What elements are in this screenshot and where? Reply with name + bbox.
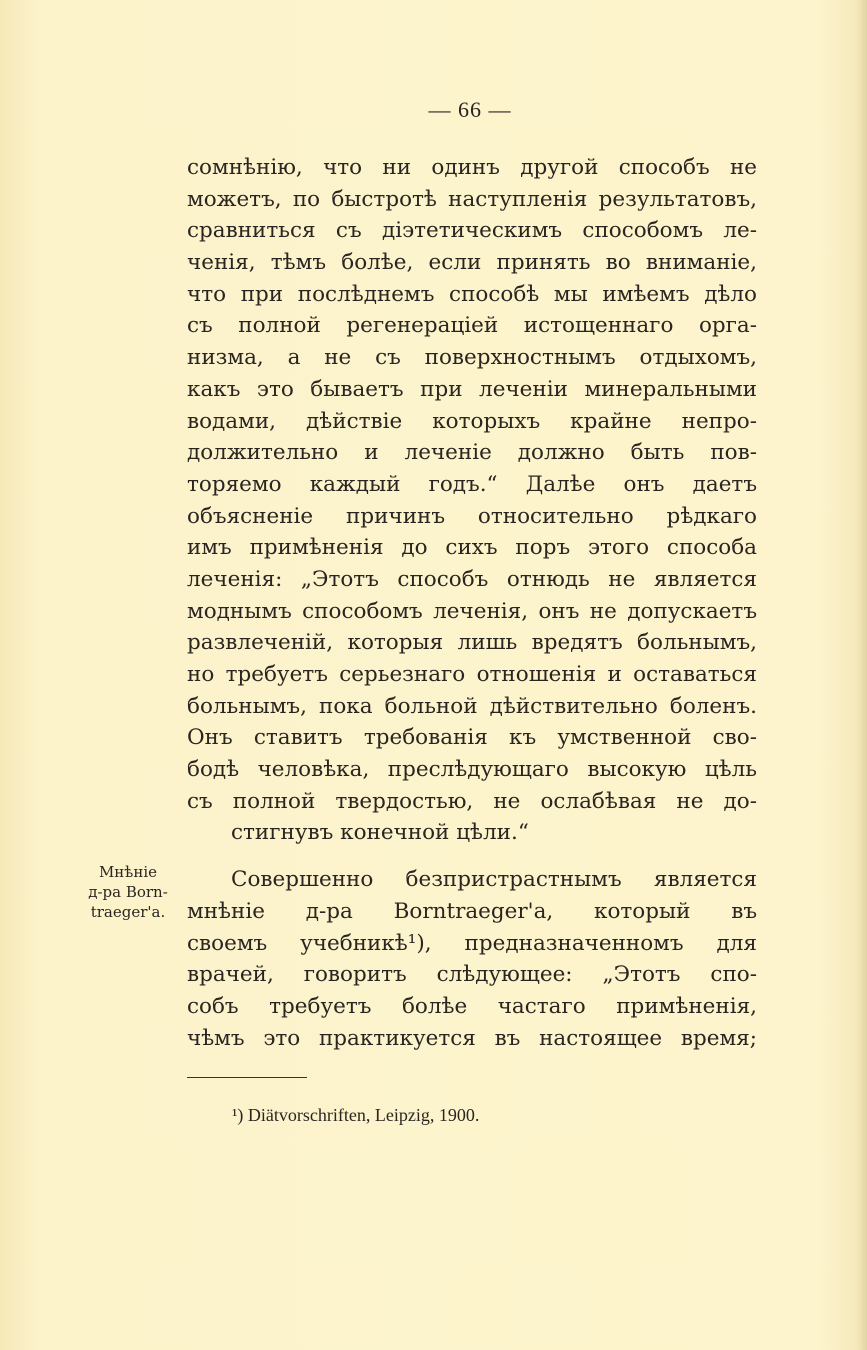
text-line: Онъ ставитъ требованія къ умственной сво- <box>187 725 757 751</box>
text-line: леченія: „Этотъ способъ отнюдь не является <box>187 566 757 592</box>
text-line: низма, а не съ поверхностнымъ отдыхомъ, <box>187 345 757 371</box>
text-line: водами, дѣйствіе которыхъ крайне непро- <box>187 408 757 434</box>
text-line: мнѣніе д-ра Borntraeger'а, который въ <box>187 898 757 924</box>
text-line: собъ требуетъ болѣе частаго примѣненія, <box>187 993 757 1019</box>
text-line: чѣмъ это практикуется въ настоящее время; <box>187 1025 757 1051</box>
paragraph-gap <box>187 849 757 864</box>
page-edge-shadow <box>857 0 867 1350</box>
text-line: сравниться съ діэтетическимъ способомъ ле- <box>187 218 757 244</box>
footnote: ¹) Diätvorschriften, Leipzig, 1900. <box>232 1105 480 1125</box>
text-line: какъ это бываетъ при леченіи минеральными <box>187 376 757 402</box>
text-line: ченія, тѣмъ болѣе, если принять во вниманіе, <box>187 250 757 276</box>
text-line: сомнѣнію, что ни одинъ другой способъ не <box>187 155 757 180</box>
text-line: торяемо каждый годъ.“ Далѣе онъ даетъ <box>187 471 757 497</box>
text-line: съ полной регенераціей истощеннаго орга- <box>187 313 757 339</box>
text-line: объясненіе причинъ относительно рѣдкаго <box>187 503 757 529</box>
margin-note-line: Мнѣніе <box>98 863 158 881</box>
text-line: развлеченій, которыя лишь вредятъ больнымъ, <box>187 630 757 656</box>
text-line: бодѣ человѣка, преслѣдующаго высокую цѣль <box>187 757 757 783</box>
text-line: что при послѣднемъ способѣ мы имѣемъ дѣло <box>187 281 757 307</box>
text-line: своемъ учебникѣ¹), предназначенномъ для <box>187 930 757 956</box>
margin-note <box>78 862 178 922</box>
text-line: должительно и леченіе должно быть пов- <box>187 440 757 466</box>
text-line: но требуетъ серьезнаго отношенія и оставаться <box>187 662 757 687</box>
footnote-divider <box>187 1077 307 1078</box>
text-line: можетъ, по быстротѣ наступленія результатовъ, <box>187 186 757 212</box>
text-line: съ полной твердостью, не ослабѣвая не до- <box>187 788 757 814</box>
main-text-block <box>187 152 757 1054</box>
text-line: врачей, говоритъ слѣдующее: „Этотъ спо- <box>187 962 757 988</box>
margin-note-line: д-ра Born- <box>88 883 168 901</box>
page-number: — 66 — <box>428 97 512 122</box>
text-line: Совершенно безпристрастнымъ является <box>231 867 757 893</box>
text-line: имъ примѣненія до сихъ поръ этого способа <box>187 535 757 561</box>
text-line: моднымъ способомъ леченія, онъ не допускаетъ <box>187 598 757 624</box>
margin-note-line: traeger'а. <box>90 903 166 921</box>
text-line: стигнувъ конечной цѣли.“ <box>231 820 529 846</box>
text-line: больнымъ, пока больной дѣйствительно боленъ. <box>187 693 757 719</box>
